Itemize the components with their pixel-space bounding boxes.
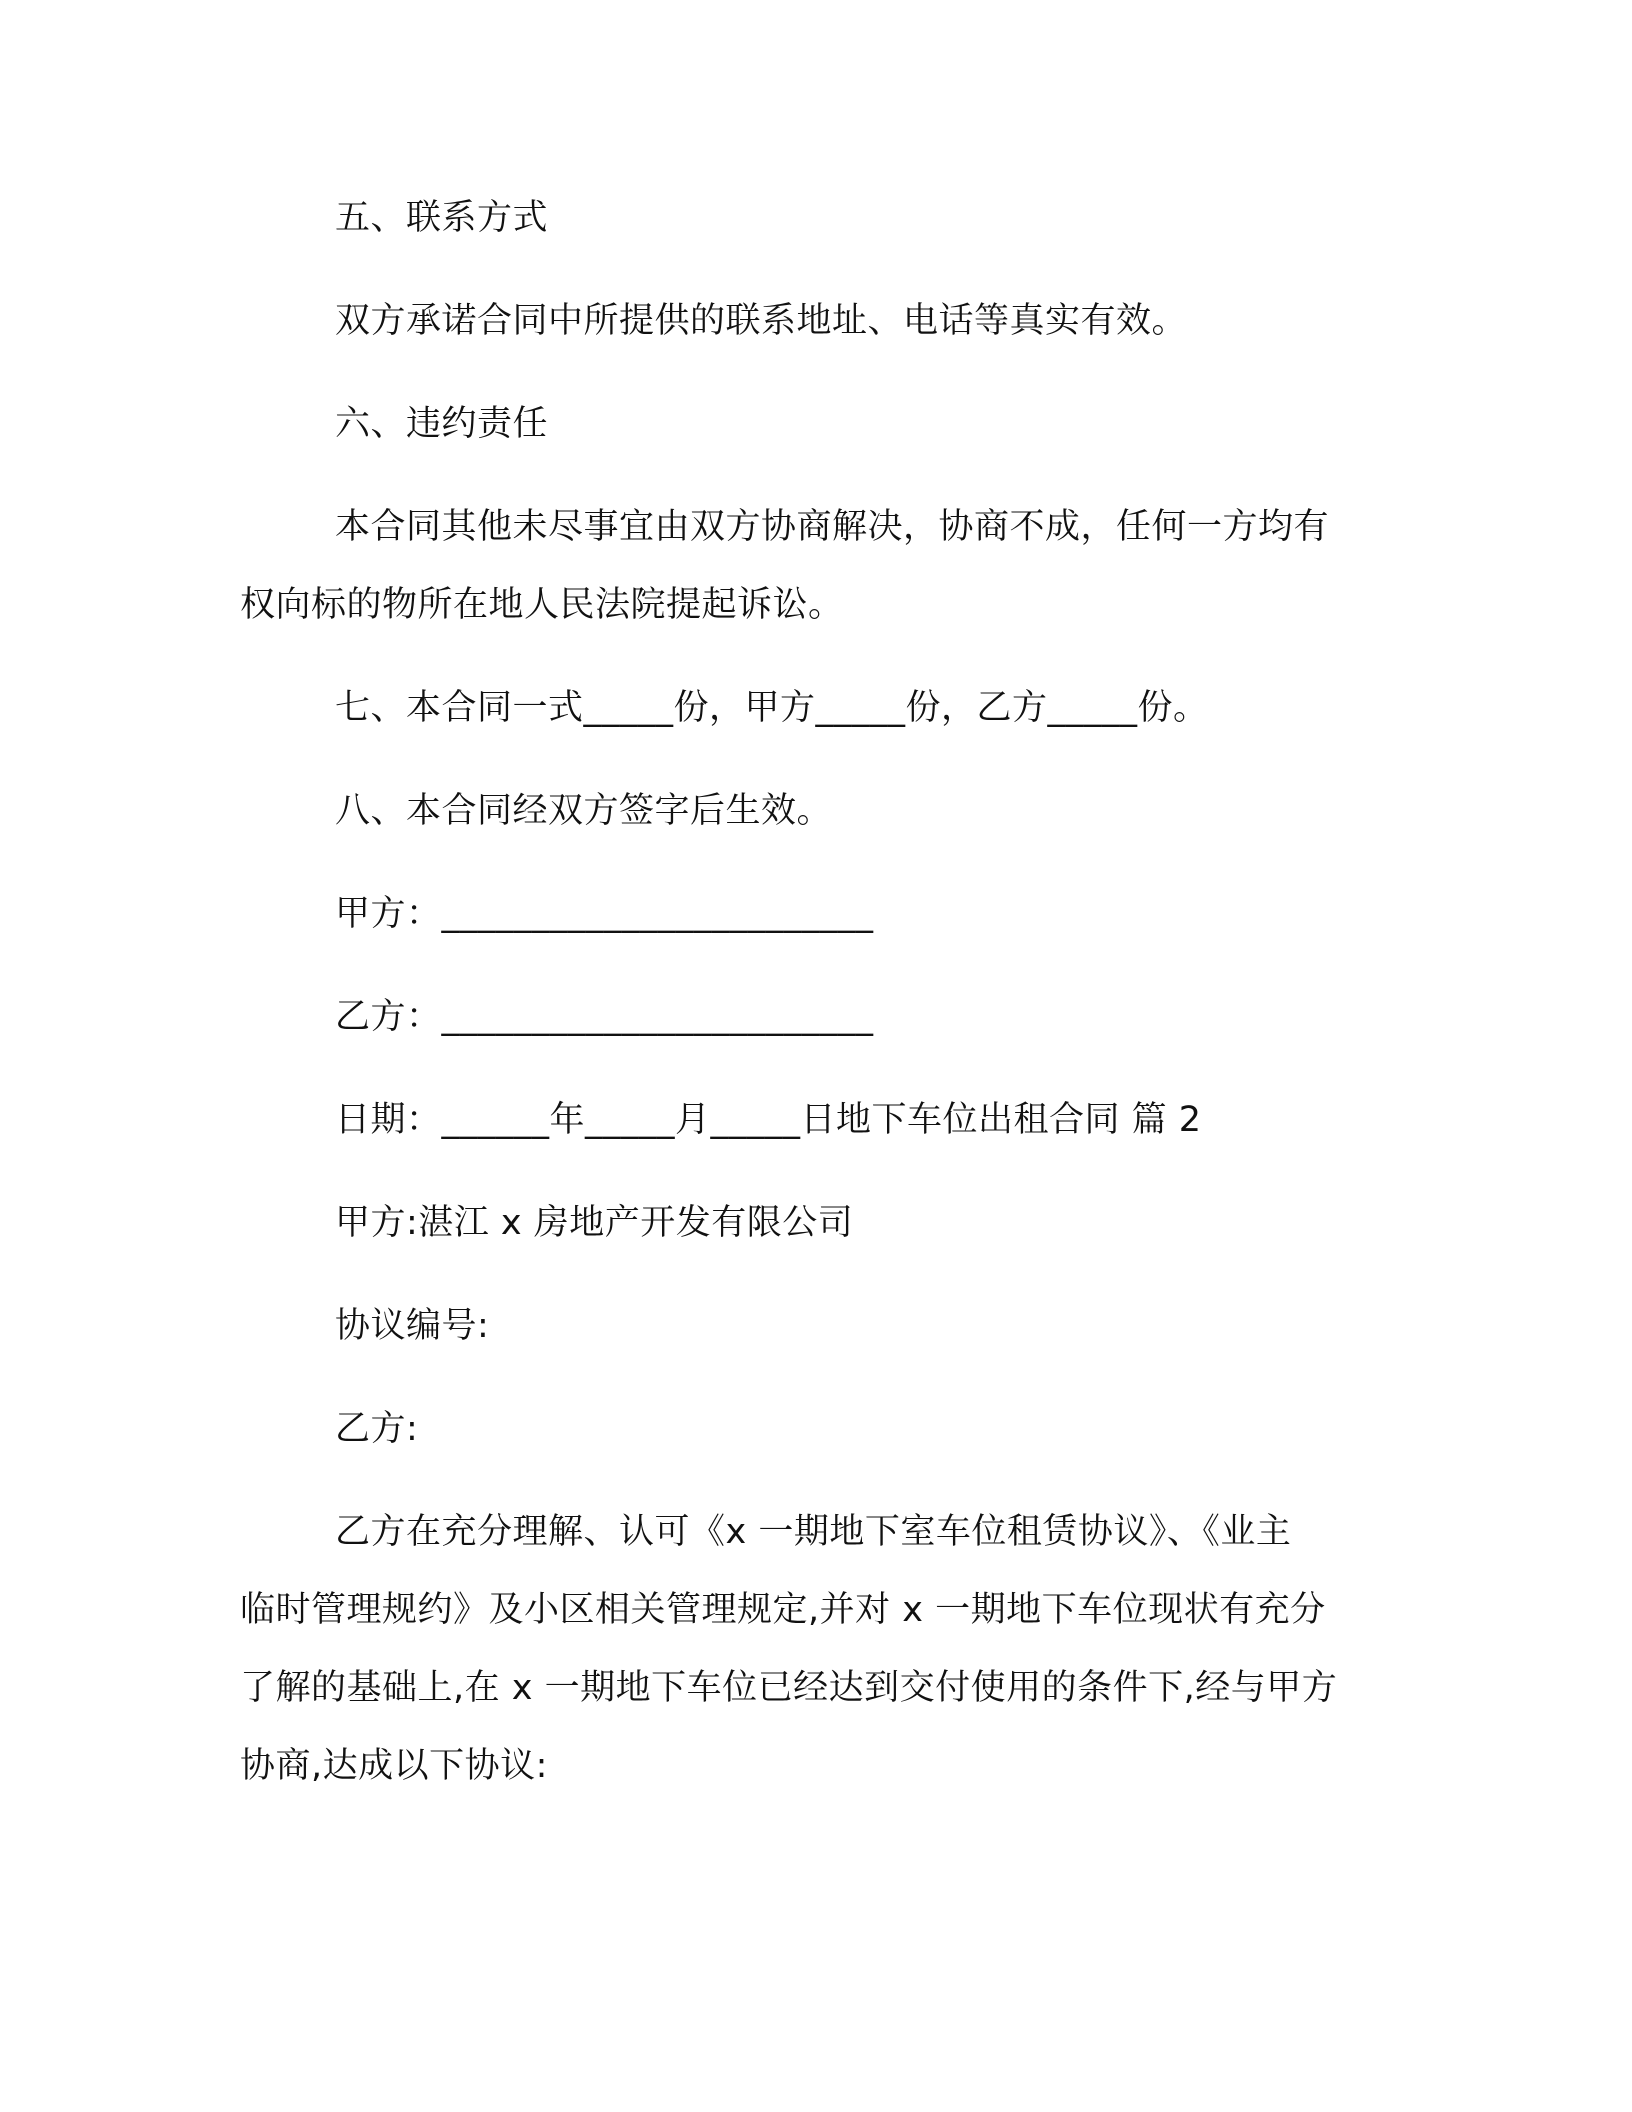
section-heading-breach: 六、违约责任	[335, 404, 549, 444]
section-heading-contact: 五、联系方式	[335, 198, 549, 238]
party-a-company: 甲方:湛江 x 房地产开发有限公司	[335, 1203, 854, 1243]
party-b-label: 乙方:	[335, 1409, 419, 1449]
date-and-heading-part-2: 日期：______年_____月_____日地下车位出租合同 篇 2	[335, 1100, 1202, 1140]
preamble-line-4: 协商,达成以下协议:	[240, 1746, 548, 1786]
paragraph-dispute-line-2: 权向标的物所在地人民法院提起诉讼。	[240, 585, 844, 625]
signature-party-a: 甲方：________________________	[335, 894, 874, 934]
preamble-line-3: 了解的基础上,在 x 一期地下车位已经达到交付使用的条件下,经与甲方	[240, 1668, 1338, 1708]
preamble-line-2: 临时管理规约》及小区相关管理规定,并对 x 一期地下车位现状有充分	[240, 1590, 1326, 1630]
signature-party-b: 乙方：________________________	[335, 997, 874, 1037]
paragraph-contact-info: 双方承诺合同中所提供的联系地址、电话等真实有效。	[335, 301, 1188, 341]
preamble-line-1: 乙方在充分理解、认可《x 一期地下室车位租赁协议》、《业主	[335, 1512, 1292, 1552]
paragraph-dispute-line-1: 本合同其他未尽事宜由双方协商解决，协商不成，任何一方均有	[335, 507, 1330, 547]
agreement-number: 协议编号:	[335, 1306, 490, 1346]
clause-copies: 七、本合同一式_____份，甲方_____份，乙方_____份。	[335, 688, 1209, 728]
clause-effective: 八、本合同经双方签字后生效。	[335, 791, 833, 831]
